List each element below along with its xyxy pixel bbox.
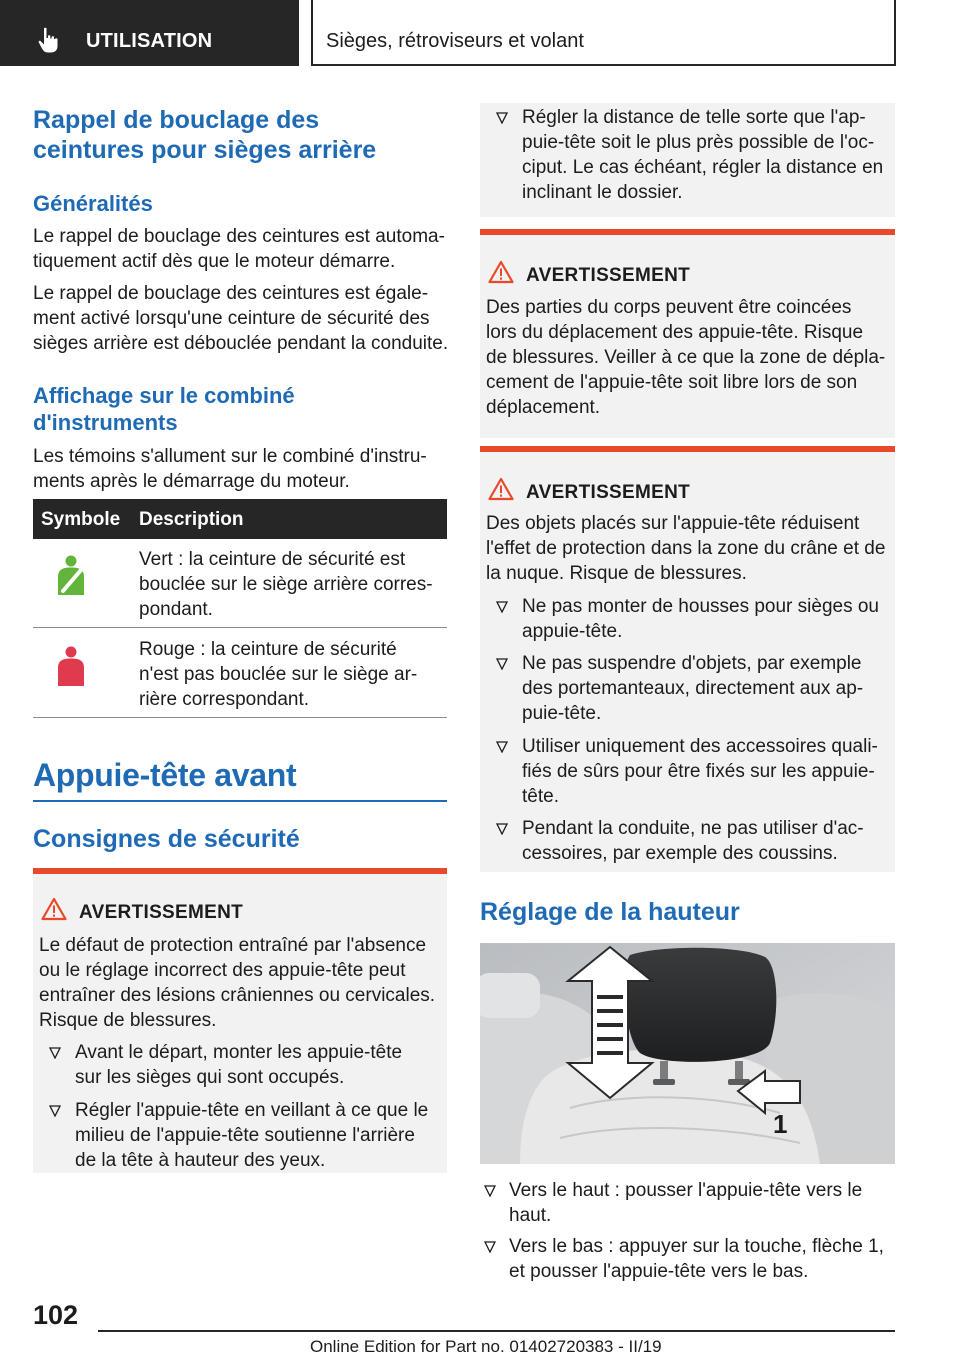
- warning-triangle-icon: [488, 477, 514, 501]
- page-number: 102: [33, 1300, 79, 1330]
- column-header-symbol: Symbole: [41, 509, 121, 530]
- warning-box: AVERTISSEMENT Le défaut de protection entraîné par l'absence ou le réglage incorrect des appuie-tête peut entraîner des lésions crâniennes ou cervicales. Risque de blessures. Avant le départ, monter les appuie-tête sur les sièges qui sont occupés. Régler l'appuie-tête en veillant à ce que le milieu de l'appuie-tête soutienne l'arrière de la tête à hauteur des yeux.: [33, 868, 447, 1173]
- headrest-illustration: [480, 943, 895, 1164]
- section-title: Sièges, rétroviseurs et volant: [326, 30, 584, 52]
- paragraph: Les témoins s'allument sur le combiné d'instru- ments après le démarrage du moteur.: [33, 446, 427, 492]
- seatbelt-unfastened-icon: [51, 646, 91, 686]
- footer-rule: [98, 1330, 895, 1332]
- chapter-tab: [0, 0, 299, 66]
- warning-triangle-icon: [488, 260, 514, 284]
- bullet-triangle-icon: [496, 601, 508, 613]
- heading-rule: [33, 800, 447, 802]
- bullet-triangle-icon: [496, 823, 508, 835]
- paragraph: Le rappel de bouclage des ceintures est automa- tiquement actif dès que le moteur démarre.: [33, 226, 445, 272]
- heading-consignes: Consignes de sécurité: [33, 825, 300, 853]
- warning-box: AVERTISSEMENT Des objets placés sur l'appuie-tête réduisent l'effet de protection dans la zone du crâne et de la nuque. Risque de blessures. Ne pas monter de housses pour sièges ou appuie-tête. Ne pas suspendre d'objets, par exemple des portemanteaux, directement aux ap- puie-tête. Utiliser uniquement des accessoires quali- fiés de sûrs pour être fixés sur les appuie- tête. Pendant la conduite, ne pas utiliser d'ac- cessoires, par exemple des coussins.: [480, 446, 895, 872]
- warning-text: Le défaut de protection entraîné par l'absence ou le réglage incorrect des appuie-tête peut entraîner des lésions crâniennes ou cervicales. Risque de blessures.: [39, 935, 436, 1031]
- table-header: [33, 499, 447, 539]
- warning-box: [480, 229, 895, 438]
- table-row: [33, 539, 447, 628]
- headrest-photo: [480, 943, 895, 1164]
- section-heading-rappel: Rappel de bouclage des ceintures pour sièges arrière: [33, 106, 377, 164]
- table-cell-description: Rouge : la ceinture de sécurité n'est pas bouclée sur le siège ar- rière correspondant.: [139, 639, 418, 710]
- paragraph: Le rappel de bouclage des ceintures est égale- ment activé lorsqu'une ceinture de sécurité des sièges arrière est débouclée pendant la conduite.: [33, 283, 449, 354]
- chapter-title: UTILISATION: [86, 30, 213, 52]
- bullet-triangle-icon: [49, 1105, 61, 1117]
- callout-number: 1: [773, 1109, 788, 1139]
- warning-title: AVERTISSEMENT: [526, 482, 691, 503]
- page-header: [0, 0, 960, 66]
- seatbelt-fastened-icon: [51, 555, 91, 595]
- bullet-triangle-icon: [484, 1241, 496, 1253]
- warning-triangle-icon: [41, 897, 67, 921]
- symbol-table: [33, 499, 447, 718]
- bullet-triangle-icon: [496, 658, 508, 670]
- heading-reglage: Réglage de la hauteur: [480, 898, 740, 926]
- bullet-triangle-icon: [496, 741, 508, 753]
- footer-edition: Online Edition for Part no. 01402720383 - II/19: [310, 1337, 662, 1356]
- heading-affichage: Affichage sur le combiné d'instruments: [33, 383, 295, 435]
- bullet-triangle-icon: [484, 1185, 496, 1197]
- bullet-triangle-icon: [496, 112, 508, 124]
- section-box: [311, 0, 896, 66]
- warning-text: Des objets placés sur l'appuie-tête réduisent l'effet de protection dans la zone du crâne et de la nuque. Risque de blessures.: [486, 513, 886, 584]
- warning-title: AVERTISSEMENT: [526, 265, 691, 286]
- continued-bullet-box: Régler la distance de telle sorte que l'ap- puie-tête soit le plus près possible de l'oc- ciput. Le cas échéant, régler la distance en inclinant le dossier.: [480, 103, 895, 217]
- table-cell-description: Vert : la ceinture de sécurité est bouclée sur le siège arrière corres- pondant.: [139, 549, 433, 620]
- column-header-description: Description: [139, 509, 244, 530]
- bullet-triangle-icon: [49, 1047, 61, 1059]
- warning-title: AVERTISSEMENT: [79, 902, 244, 923]
- table-row: [33, 628, 447, 718]
- heading-generalites: Généralités: [33, 191, 153, 216]
- heading-appuie-tete: Appuie-tête avant: [33, 757, 297, 793]
- hand-pointer-icon: [38, 27, 60, 53]
- warning-text: Des parties du corps peuvent être coincées lors du déplacement des appuie-tête. Risque de blessures. Veiller à ce que la zone de dépla- cement de l'appuie-tête soit libre lors de son déplacement.: [486, 297, 886, 418]
